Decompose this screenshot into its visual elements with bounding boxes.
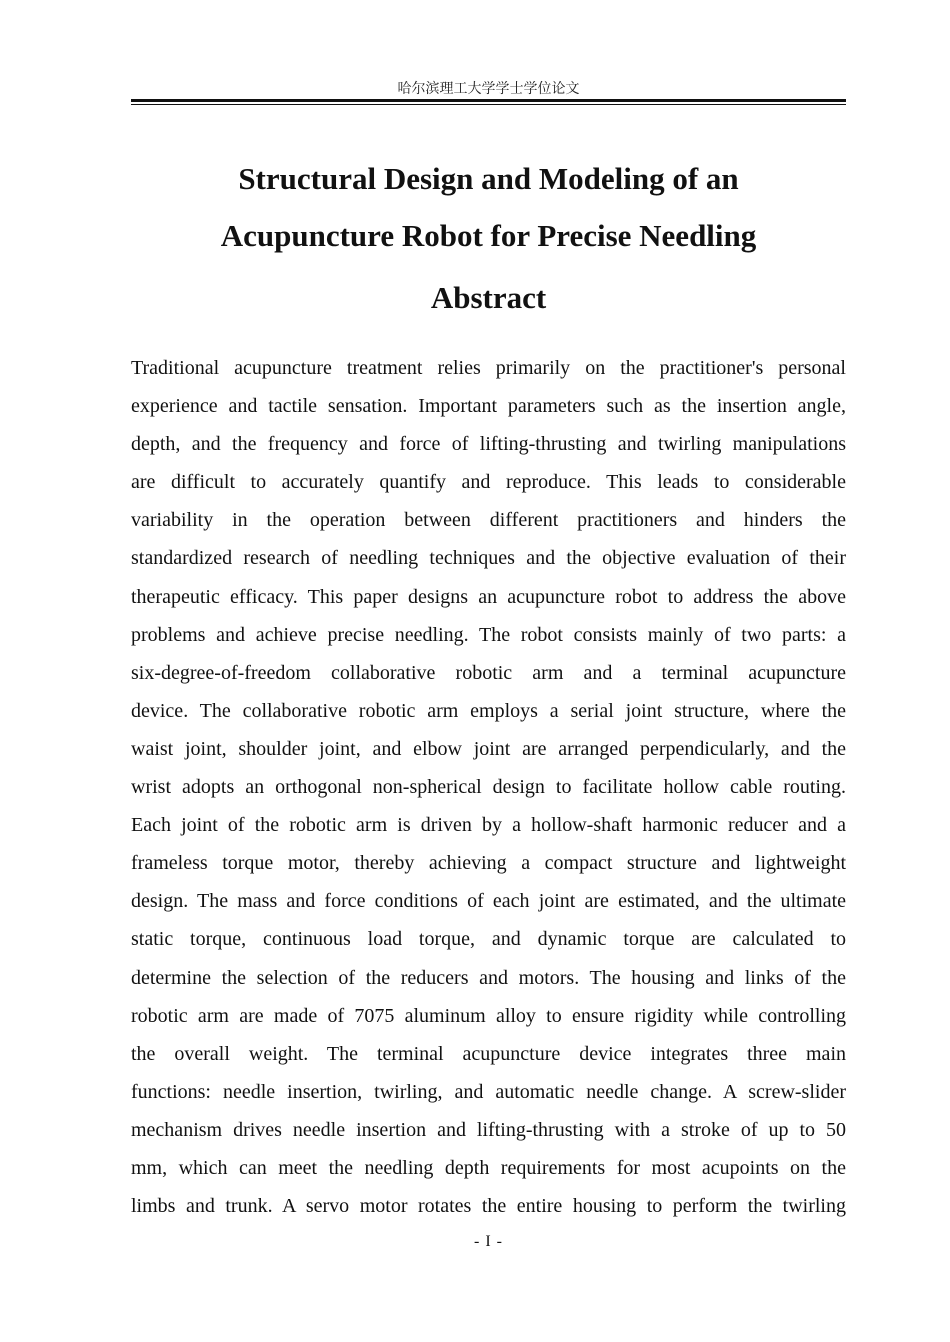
abstract-line: frameless torque motor, thereby achieving a compact structure and lightweight <box>131 852 846 875</box>
abstract-line: problems and achieve precise needling. The robot consists mainly of two parts: a <box>131 623 846 646</box>
header-rule-thin <box>131 104 846 105</box>
abstract-line: experience and tactile sensation. Important parameters such as the insertion angle, <box>131 395 846 418</box>
abstract-line: limbs and trunk. A servo motor rotates the entire housing to perform the twirling <box>131 1195 846 1218</box>
abstract-line: therapeutic efficacy. This paper designs an acupuncture robot to address the above <box>131 585 846 608</box>
abstract-line: functions: needle insertion, twirling, and automatic needle change. A screw-slider <box>131 1080 846 1103</box>
abstract-body <box>131 349 846 1225</box>
abstract-heading: Abstract <box>430 280 547 315</box>
paper-title-line-1: Structural Design and Modeling of an <box>238 161 739 196</box>
page-number: - I - <box>474 1233 503 1250</box>
abstract-line: wrist adopts an orthogonal non-spherical design to facilitate hollow cable routing. <box>131 776 846 799</box>
abstract-line: standardized research of needling techniques and the objective evaluation of their <box>131 547 846 570</box>
abstract-line: determine the selection of the reducers and motors. The housing and links of the <box>131 966 846 989</box>
abstract-line: Traditional acupuncture treatment relies primarily on the practitioner's personal <box>131 357 846 379</box>
abstract-line: the overall weight. The terminal acupuncture device integrates three main <box>131 1042 846 1065</box>
abstract-line: mechanism drives needle insertion and lifting-thrusting with a stroke of up to 50 <box>131 1118 846 1141</box>
abstract-line: design. The mass and force conditions of each joint are estimated, and the ultimate <box>131 890 846 913</box>
paper-title <box>131 150 846 264</box>
abstract-line: six-degree-of-freedom collaborative robotic arm and a terminal acupuncture <box>131 661 846 684</box>
abstract-line: variability in the operation between different practitioners and hinders the <box>131 509 846 532</box>
abstract-line: are difficult to accurately quantify and reproduce. This leads to considerable <box>131 471 846 494</box>
paper-title-line-2: Acupuncture Robot for Precise Needling <box>220 218 757 253</box>
running-header: 哈尔滨理工大学学士学位论文 <box>397 81 580 97</box>
abstract-line: static torque, continuous load torque, and dynamic torque are calculated to <box>131 928 846 951</box>
abstract-line: Each joint of the robotic arm is driven by a hollow-shaft harmonic reducer and a <box>131 814 846 837</box>
abstract-line: depth, and the frequency and force of lifting-thrusting and twirling manipulations <box>131 433 846 456</box>
abstract-line: device. The collaborative robotic arm employs a serial joint structure, where the <box>131 699 846 722</box>
abstract-line: robotic arm are made of 7075 aluminum alloy to ensure rigidity while controlling <box>131 1004 846 1027</box>
abstract-line: waist joint, shoulder joint, and elbow joint are arranged perpendicularly, and the <box>131 737 846 760</box>
abstract-line: mm, which can meet the needling depth requirements for most acupoints on the <box>131 1156 846 1179</box>
header-rule-thick <box>131 99 846 102</box>
